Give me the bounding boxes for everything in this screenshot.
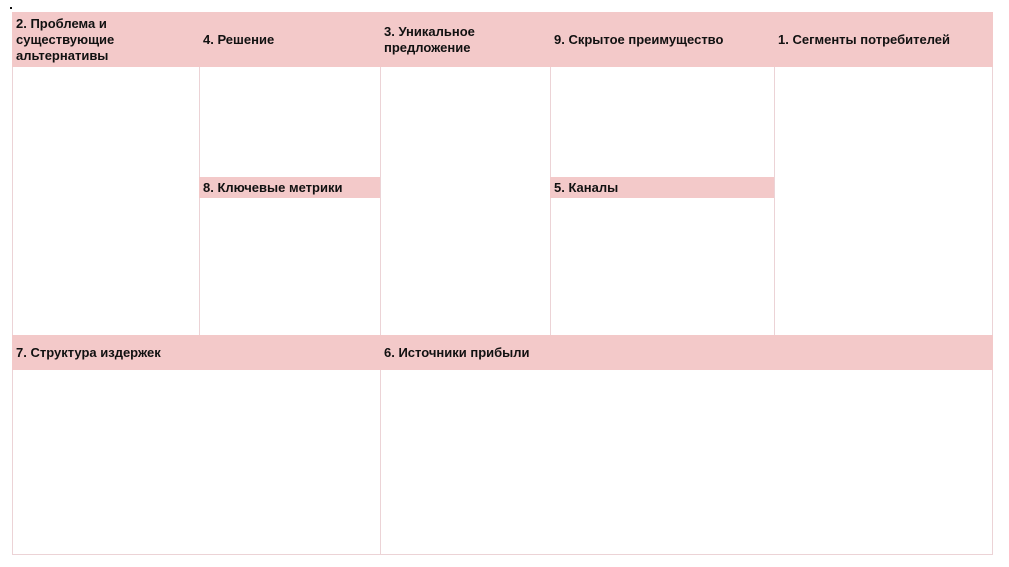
header-segments-label: 1. Сегменты потребителей bbox=[778, 31, 951, 47]
header-revenue bbox=[380, 335, 993, 370]
header-uvp-label: 3. Уникальное предложение bbox=[384, 23, 475, 55]
header-revenue-label: 6. Источники прибыли bbox=[384, 344, 530, 360]
header-metrics-label: 8. Ключевые метрики bbox=[203, 179, 343, 195]
header-problem bbox=[12, 12, 199, 67]
header-unfair-advantage bbox=[550, 12, 774, 67]
header-costs-label: 7. Структура издержек bbox=[16, 344, 161, 360]
corner-dot bbox=[10, 7, 12, 9]
header-unfair-advantage-label: 9. Скрытое преимущество bbox=[554, 31, 724, 47]
header-segments bbox=[774, 12, 993, 67]
header-channels-label: 5. Каналы bbox=[554, 179, 619, 195]
header-costs bbox=[12, 335, 380, 370]
header-uvp bbox=[380, 12, 550, 67]
header-metrics bbox=[199, 177, 380, 198]
header-solution-label: 4. Решение bbox=[203, 31, 275, 47]
header-problem-label: 2. Проблема и существующие альтернативы bbox=[16, 15, 115, 63]
header-channels bbox=[550, 177, 774, 198]
header-solution bbox=[199, 12, 380, 67]
